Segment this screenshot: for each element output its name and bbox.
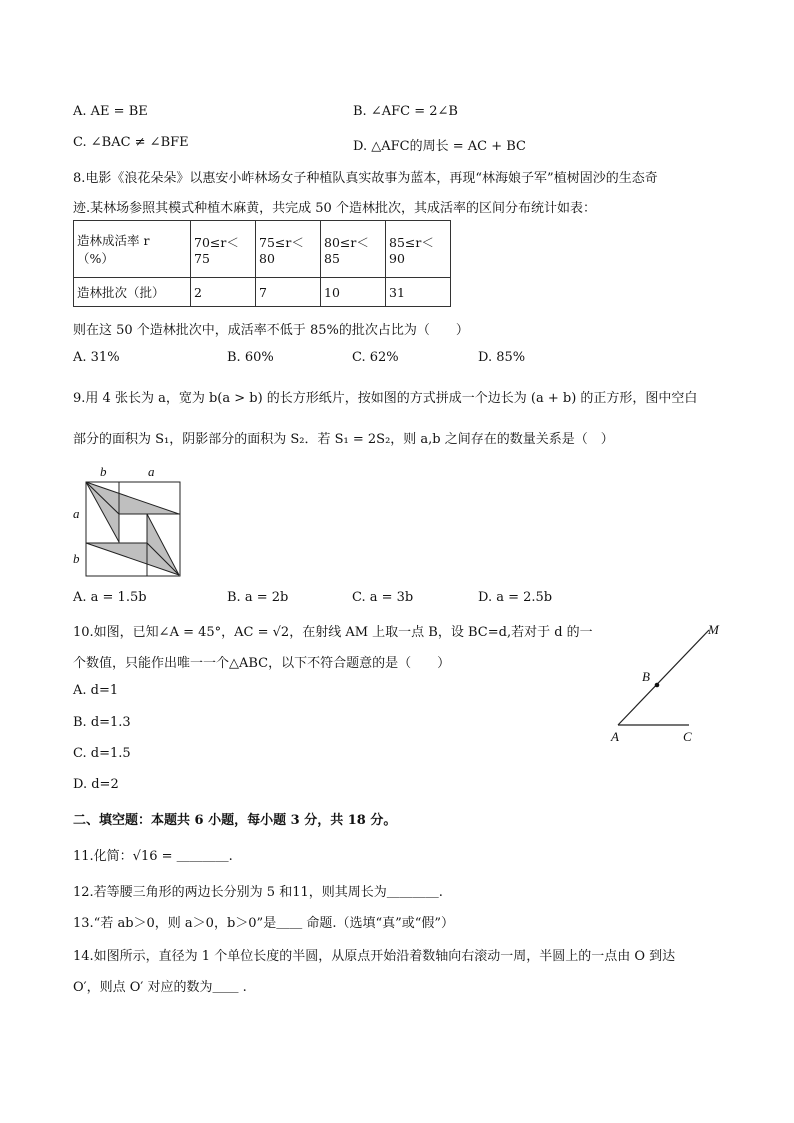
q8-table-header-batches: 造林批次（批）	[74, 278, 191, 307]
q10-label-b: B	[642, 669, 650, 684]
q9-stem-line2: 部分的面积为 S₁，阴影部分的面积为 S₂．若 S₁ = 2S₂，则 a,b 之间存在的数量关系是（ ）	[73, 432, 614, 447]
q12-stem: 12.若等腰三角形的两边长分别为 5 和11，则其周长为＿＿＿＿.	[73, 885, 443, 900]
q8-option-c: C. 62%	[352, 350, 399, 365]
q10-option-a: A. d=1	[73, 683, 119, 698]
q8-table-header-rate: 造林成活率 r （%）	[74, 221, 191, 278]
q7-option-a: A. AE = BE	[73, 104, 148, 119]
q9-figure-label-a-top: a	[148, 464, 155, 479]
q14-stem-line1: 14.如图所示，直径为 1 个单位长度的半圆，从原点开始沿着数轴向右滚动一周，半圆上的一点由 O 到达	[73, 949, 676, 964]
q9-stem-line1: 9.用 4 张长为 a，宽为 b(a > b) 的长方形纸片，按如图的方式拼成一个边长为 (a + b) 的正方形，图中空白	[73, 391, 698, 406]
table-cell: 31	[386, 278, 451, 307]
q10-label-m: M	[708, 622, 719, 637]
q10-stem-line2: 个数值，只能作出唯一一个△ABC，以下不符合题意的是（ ）	[73, 656, 451, 671]
table-cell: 7	[256, 278, 321, 307]
table-cell: 80≤r＜85	[321, 221, 386, 278]
table-cell: 2	[191, 278, 256, 307]
q13-stem: 13.“若 ab＞0，则 a＞0，b＞0”是＿＿ 命题.（选填“真”或“假”）	[73, 916, 455, 931]
q9-square-figure	[85, 481, 181, 577]
q8-table	[73, 220, 451, 307]
q10-label-c: C	[683, 729, 692, 744]
q10-option-c: C. d=1.5	[73, 746, 131, 761]
q8-option-d: D. 85%	[478, 350, 526, 365]
q9-option-b: B. a = 2b	[227, 590, 289, 605]
q8-stem-line1: 8.电影《浪花朵朵》以惠安小岞林场女子种植队真实故事为蓝本，再现“林海娘子军”植树固沙的生态奇	[73, 171, 658, 186]
q8-option-a: A. 31%	[73, 350, 120, 365]
q8-option-b: B. 60%	[227, 350, 274, 365]
section-heading-fill-blank: 二、填空题：本题共 6 小题，每小题 3 分，共 18 分。	[73, 813, 397, 828]
q11-stem: 11.化简：√16 = ＿＿＿＿.	[73, 849, 233, 864]
ray-am	[618, 630, 709, 725]
table-cell: 85≤r＜90	[386, 221, 451, 278]
q14-stem-line2: O′，则点 O′ 对应的数为＿＿ .	[73, 980, 247, 995]
table-cell: 75≤r＜80	[256, 221, 321, 278]
q7-option-c: C. ∠BAC ≠ ∠BFE	[73, 135, 189, 150]
q9-option-c: C. a = 3b	[352, 590, 414, 605]
q9-figure-label-b-top: b	[100, 464, 107, 479]
q9-option-a: A. a = 1.5b	[73, 590, 147, 605]
q9-figure-label-b-left: b	[73, 551, 80, 566]
q8-stem-line2: 迹.某林场参照其模式种植木麻黄，共完成 50 个造林批次，其成活率的区间分布统计如表：	[73, 201, 596, 216]
q7-option-d: D. △AFC的周长 = AC + BC	[353, 139, 526, 154]
q8-question: 则在这 50 个造林批次中，成活率不低于 85%的批次占比为（ ）	[73, 323, 469, 338]
q9-option-d: D. a = 2.5b	[478, 590, 553, 605]
q10-option-d: D. d=2	[73, 777, 119, 792]
point-b	[655, 683, 660, 688]
q10-label-a: A	[611, 729, 619, 744]
table-cell: 10	[321, 278, 386, 307]
q10-stem-line1: 10.如图，已知∠A = 45°，AC = √2，在射线 AM 上取一点 B，设 BC=d,若对于 d 的一	[73, 625, 593, 640]
table-cell: 70≤r＜75	[191, 221, 256, 278]
q7-option-b: B. ∠AFC = 2∠B	[353, 104, 458, 119]
q9-figure-label-a-left: a	[73, 506, 80, 521]
q10-option-b: B. d=1.3	[73, 715, 131, 730]
